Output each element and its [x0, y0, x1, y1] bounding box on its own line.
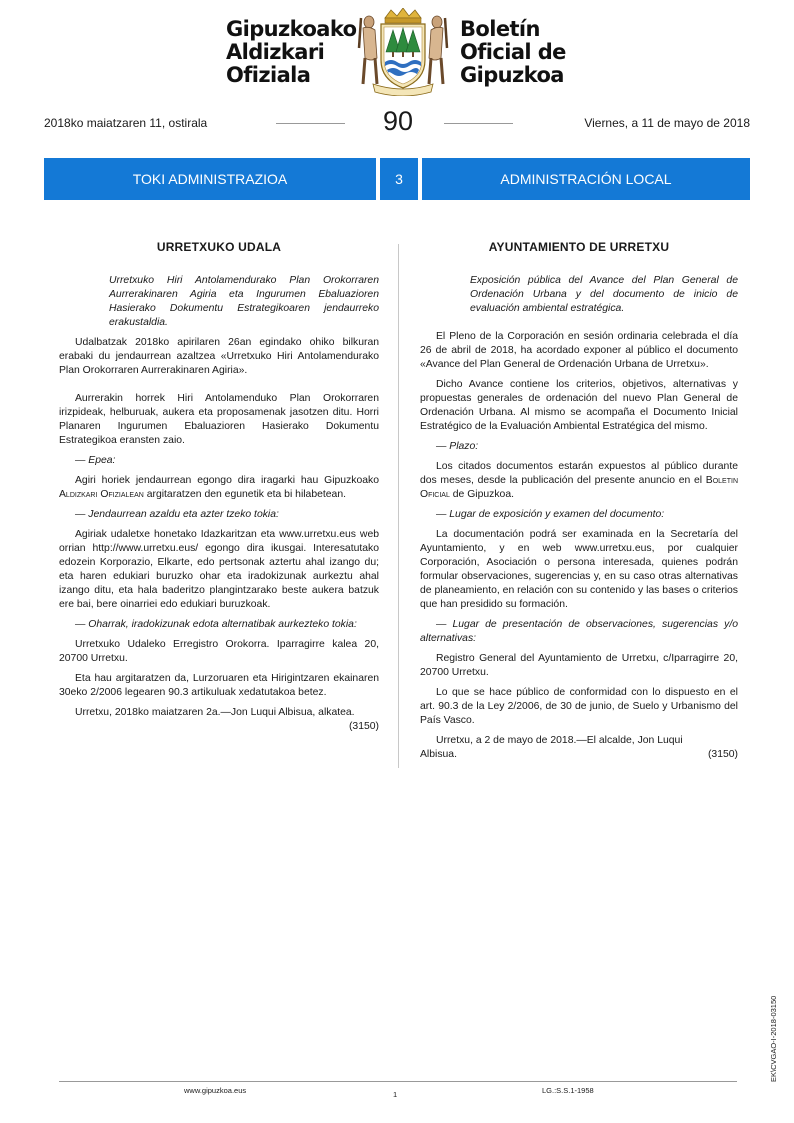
text-run: argitaratzen den egunetik eta bi hilabetean. — [146, 489, 347, 500]
signature — [420, 734, 738, 762]
announcement-summary: Urretxuko Hiri Antolamendurako Plan Orokorraren Aurrerakinaren Agiria eta Ingurumen Ebaluazioren Hasierako Dokumentu Estrategikoaren jendaurreko erakustaldia. — [109, 275, 379, 328]
subheading: — Oharrak, iradokizunak edota alternatibak aurkezteko tokia: — [75, 619, 357, 630]
date-spanish: Viernes, a 11 de mayo de 2018 — [584, 116, 750, 130]
section-title-basque: TOKI ADMINISTRAZIOA — [44, 158, 376, 200]
masthead-line: Aldizkari — [226, 40, 325, 64]
reference-number: (3150) — [348, 721, 379, 732]
gipuzkoa-coat-of-arms-icon — [355, 8, 451, 96]
date-row — [44, 106, 750, 138]
divider-rule — [276, 123, 345, 124]
divider-rule — [444, 123, 513, 124]
signature-line: Urretxu, a 2 de mayo de 2018.—El alcalde, Jon Luqui — [436, 735, 683, 746]
signature: Urretxu, 2018ko maiatzaren 2a.—Jon Luqui Albisua, alkatea. — [75, 707, 355, 718]
masthead-line: Gipuzkoako — [226, 17, 357, 41]
paragraph: Agiriak udaletxe honetako Idazkaritzan eta www.urretxu.eus web orrian http://www.urretxu.eus/ egongo dira ikusgai. Interesatutako edozein Korporazio, Elkarte, edo pertsonak aztertu ahal izango du; eta haren edukiari buruzko ohar eta iradokizunak aurkeztu ahal izango ditu, eta hala baderitzo plangintzarako beste aukera batzuk ere bai, bere oinarriei edo edukiari buruzkoak. — [59, 529, 379, 610]
section-title-spanish: ADMINISTRACIÓN LOCAL — [422, 158, 750, 200]
masthead-line: Gipuzkoa — [460, 63, 564, 87]
paragraph: Urretxuko Udaleko Erregistro Orokorra. Iparragirre kalea 20, 20700 Urretxu. — [59, 639, 379, 664]
gazette-name: Boletin Oficial — [420, 475, 738, 500]
paragraph: El Pleno de la Corporación en sesión ordinaria celebrada el día 26 de abril de 2018, ha acordado exponer al público el documento «Avance del Plan General de Ordenación Urbana de Urretxu». — [420, 331, 738, 370]
subheading: — Lugar de exposición y examen del documento: — [436, 509, 665, 520]
subheading: — Lugar de presentación de observaciones, sugerencias y/o alternativas: — [420, 619, 738, 644]
masthead-line: Boletín — [460, 17, 540, 41]
paragraph: Udalbatzak 2018ko apirilaren 26an egindako ohiko bilkuran erabaki du jendaurrean azaltzea «Urretxuko Hiri Antolamendurako Plan Orokorraren Aurrerakinaren Agiria». — [59, 337, 379, 376]
paragraph: Dicho Avance contiene los criterios, objetivos, alternativas y propuestas generales de ordenación del nuevo Plan General de Ordenación Urbana. Al mismo se acompaña el Documento Inicial Estratégico de la Evaluación Ambiental Estratégica del mismo. — [420, 379, 738, 432]
paragraph — [59, 474, 379, 502]
paragraph: Registro General del Ayuntamiento de Urretxu, c/Iparragirre 20, 20700 Urretxu. — [420, 653, 738, 678]
reference-number: (3150) — [707, 749, 738, 760]
document-code-text: EK\CVGAO-I-2018-03150 — [769, 995, 778, 1082]
paragraph: Eta hau argitaratzen da, Lurzoruaren eta Hirigintzaren ekainaren 30eko 2/2006 legearen 90.3 artikuluak xedatutakoa betez. — [59, 673, 379, 698]
footer-website-link[interactable]: www.gipuzkoa.eus — [184, 1086, 247, 1095]
text-run: Agiri horiek jendaurrean egongo dira iragarki hau Gipuzkoako — [75, 475, 379, 486]
legal-deposit: LG.:S.S.1-1958 — [542, 1086, 594, 1095]
section-number: 3 — [380, 158, 418, 200]
masthead-line: Ofiziala — [226, 63, 311, 87]
text-run: de Gipuzkoa. — [452, 489, 514, 500]
announcement-title: URRETXUKO UDALA — [156, 240, 282, 254]
text-run: Los citados documentos estarán expuestos al público durante dos meses, desde la publicación del presente anuncio en el — [420, 461, 738, 486]
issue-number: 90 — [382, 106, 414, 136]
footer-rule — [59, 1081, 737, 1082]
spanish-announcement — [420, 240, 738, 768]
basque-announcement — [59, 240, 379, 740]
masthead-spanish-title — [460, 18, 566, 87]
gazette-name: Aldizkari Ofizialean — [59, 489, 144, 500]
subheading: — Plazo: — [436, 441, 479, 452]
paragraph: Lo que se hace público de conformidad con lo dispuesto en el art. 90.3 de la Ley 2/2006, de 30 de junio, de Suelo y Urbanismo del País Vasco. — [420, 687, 738, 726]
date-basque: 2018ko maiatzaren 11, ostirala — [44, 116, 208, 130]
subheading: — Jendaurrean azaldu eta azter tzeko tokia: — [75, 509, 279, 520]
subheading: — Epea: — [75, 455, 116, 466]
masthead-basque-title — [226, 18, 356, 87]
page-number: 1 — [393, 1090, 398, 1099]
announcement-title: AYUNTAMIENTO DE URRETXU — [488, 240, 670, 254]
document-code — [759, 980, 779, 1082]
signature-end — [420, 748, 738, 762]
column-divider — [398, 244, 399, 768]
announcement-summary: Exposición pública del Avance del Plan General de Ordenación Urbana y del documento de inicio de evaluación ambiental estratégica. — [470, 275, 738, 314]
paragraph — [420, 460, 738, 502]
paragraph: Aurrerakin horrek Hiri Antolamenduko Plan Orokorraren irizpideak, helburuak, aukera eta proposamenak jasotzen ditu. Horri Planaren Ingurumen Ebaluazioren Hasierako Dokumentu Estrategikoa eransten zaio. — [59, 393, 379, 446]
paragraph: La documentación podrá ser examinada en la Secretaría del Ayuntamiento, y en web www.urretxu.eus, por cualquier Corporación, Asociación o persona interesada, quienes podrán formular observaciones, sugerencias y, en su caso otras alternativas de planeamiento, en relación con su contenido y las bases o criterios que han presidido su formación. — [420, 529, 738, 610]
signature-name: Albisua. — [420, 749, 457, 760]
masthead-line: Oficial de — [460, 40, 566, 64]
